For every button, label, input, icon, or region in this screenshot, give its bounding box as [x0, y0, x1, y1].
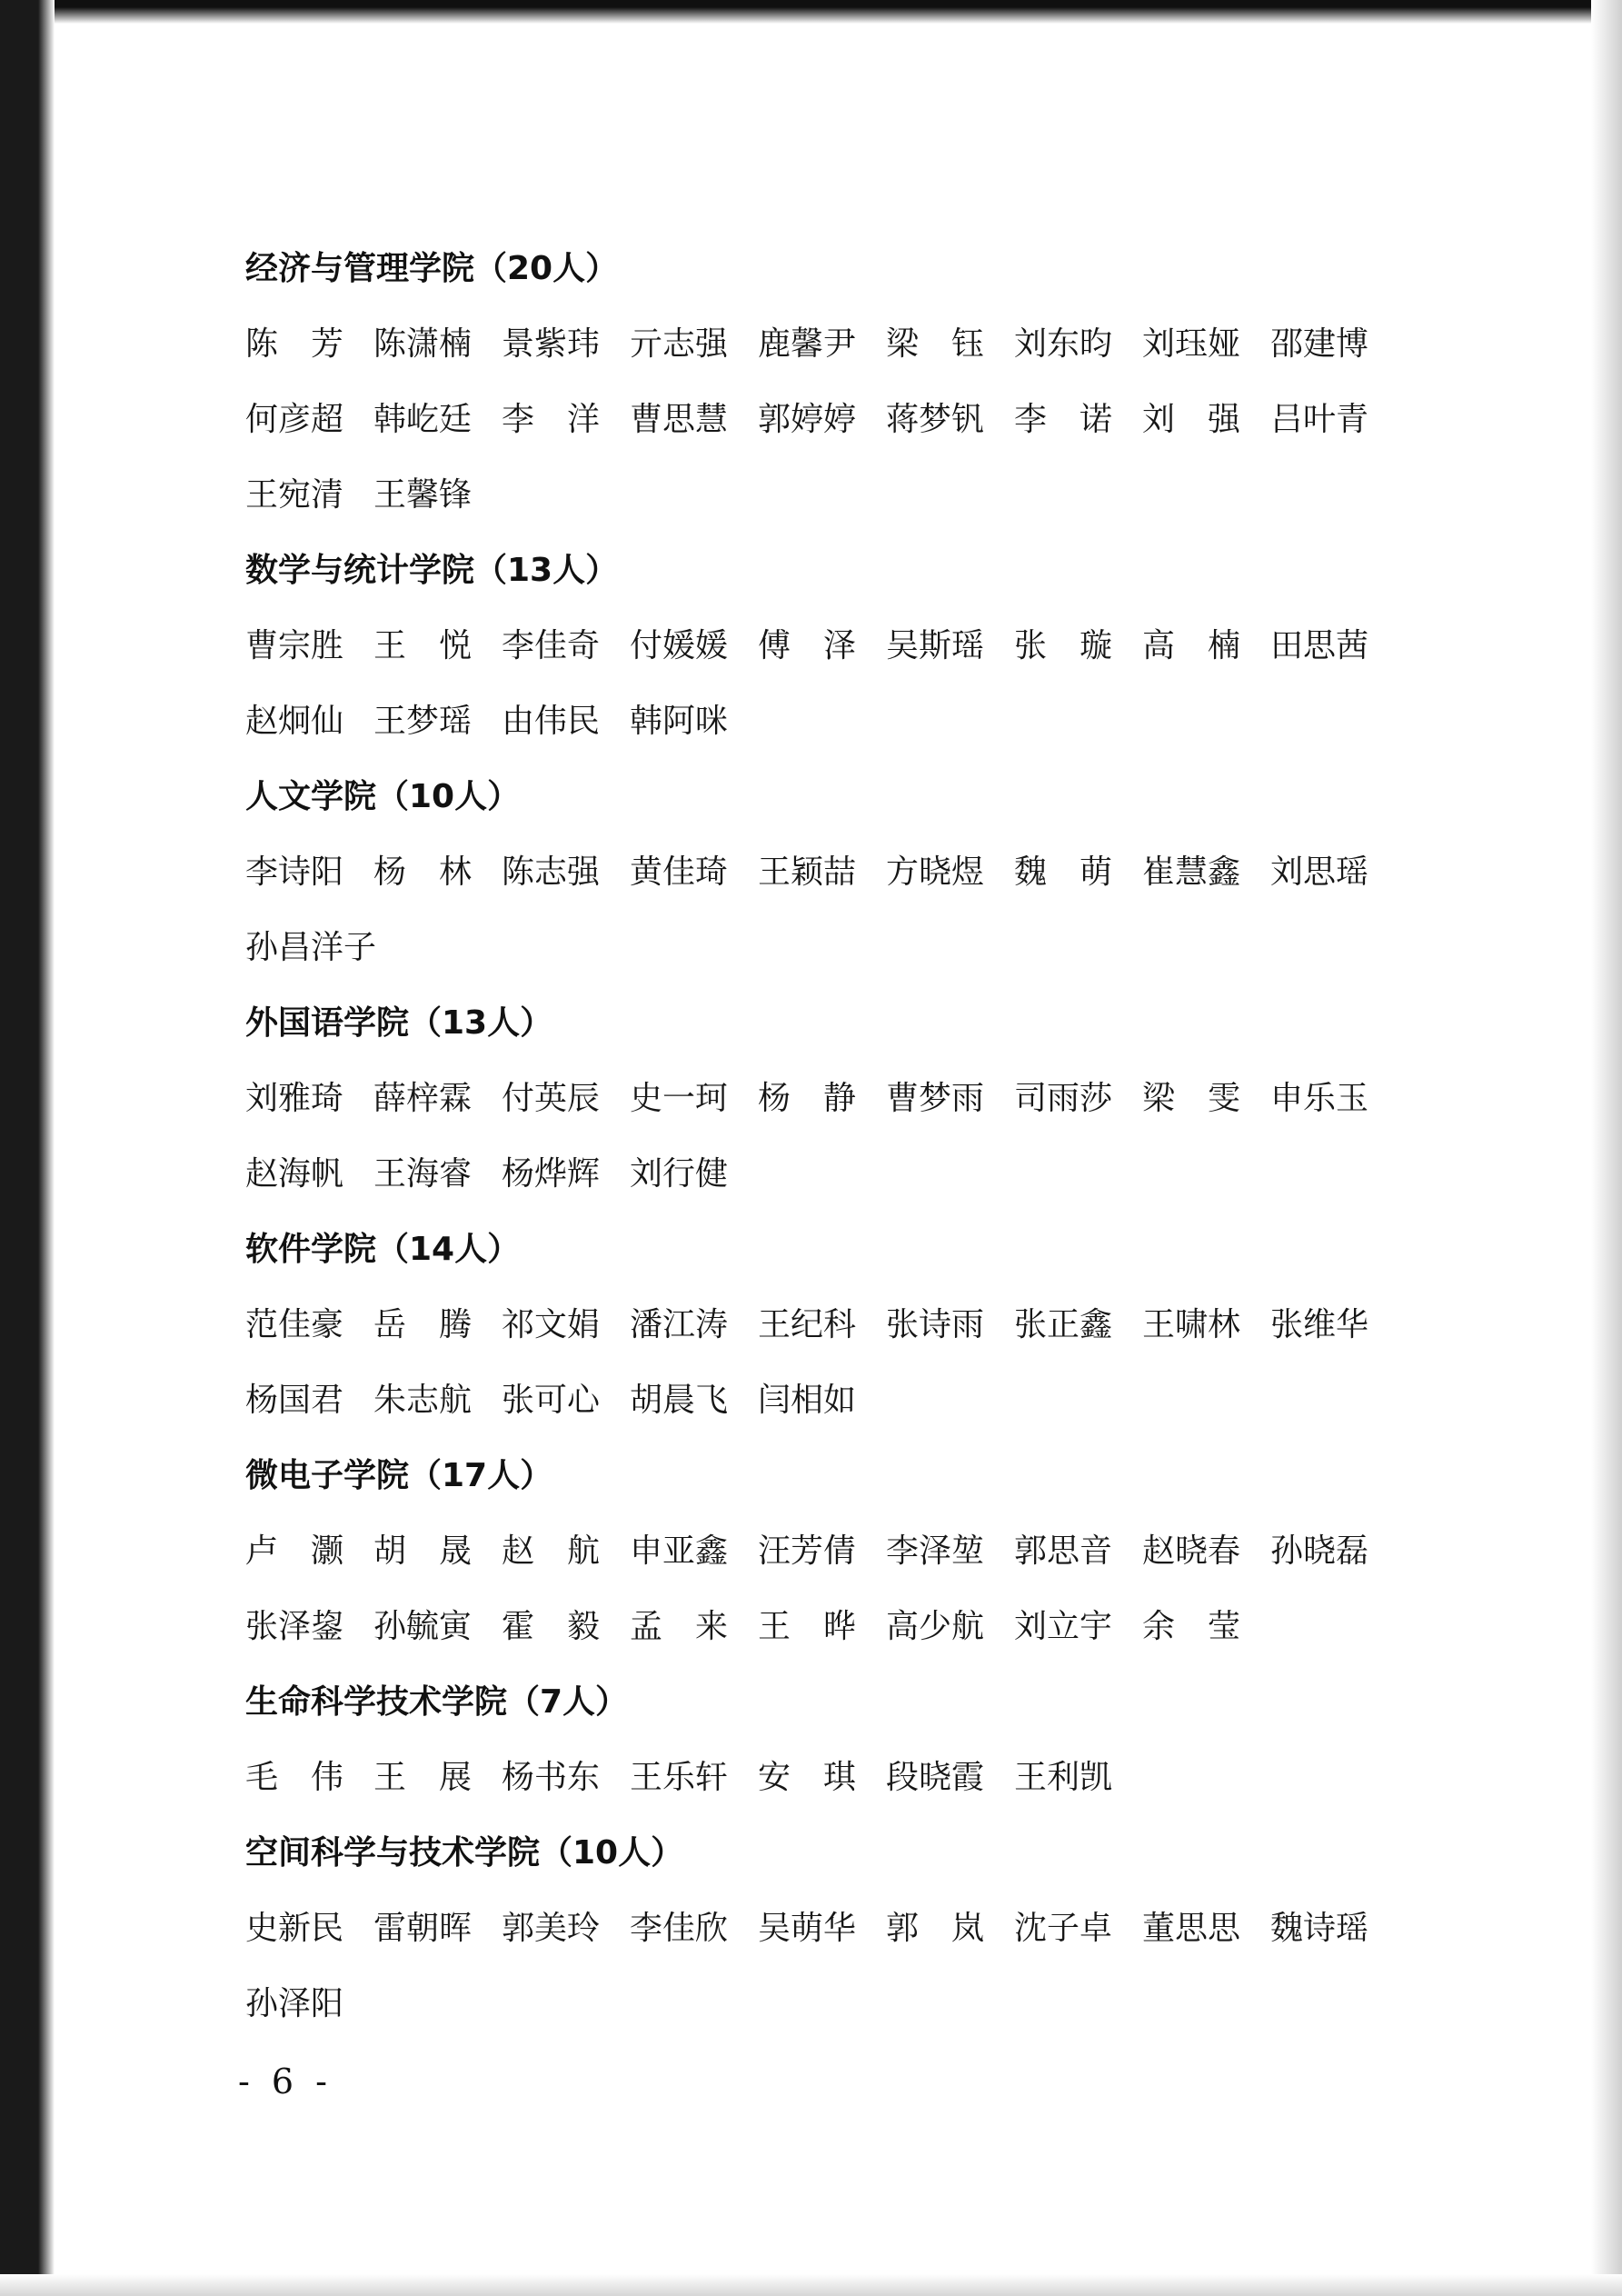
person-name: 韩阿咪: [630, 703, 729, 740]
name-row: [245, 1153, 1427, 1228]
person-name: 付媛媛: [630, 627, 729, 664]
person-name: 杨烨辉: [502, 1155, 601, 1193]
person-name: 祁文娟: [502, 1306, 601, 1343]
person-name: 陈潇楠: [373, 325, 473, 363]
person-name: 毛 伟: [245, 1759, 344, 1796]
person-name: 刘东昀: [1014, 325, 1113, 363]
person-name: 霍 毅: [502, 1608, 601, 1645]
name-row: [245, 926, 1427, 1002]
person-name: 张正鑫: [1014, 1306, 1113, 1343]
department-section: [245, 1454, 1427, 1681]
name-row: [245, 1605, 1427, 1681]
person-name: 杨 静: [758, 1080, 857, 1117]
person-name: 李 洋: [502, 401, 601, 438]
person-name: 张 璇: [1014, 627, 1113, 664]
person-name: 雷朝晖: [373, 1910, 473, 1947]
person-name: 申亚鑫: [630, 1532, 729, 1570]
person-name: 由伟民: [502, 703, 601, 740]
page-number: - 6 -: [238, 2061, 333, 2101]
department-section: [245, 1228, 1427, 1454]
person-name: 鹿馨尹: [758, 325, 857, 363]
person-name: 赵炯仙: [245, 703, 344, 740]
person-name: 孙晓磊: [1270, 1532, 1369, 1570]
person-name: 曹宗胜: [245, 627, 344, 664]
department-section: [245, 1832, 1427, 2058]
person-name: 余 莹: [1142, 1608, 1241, 1645]
department-header: 空间科学与技术学院（10人）: [245, 1834, 684, 1872]
person-name: 申乐玉: [1270, 1080, 1369, 1117]
department-section: [245, 1681, 1427, 1832]
person-name: 卢 灏: [245, 1532, 344, 1570]
person-name: 范佳豪: [245, 1306, 344, 1343]
person-name: 王海睿: [373, 1155, 473, 1193]
name-list-document: [245, 247, 1427, 2058]
person-name: 王 展: [373, 1759, 473, 1796]
person-name: 段晓霞: [886, 1759, 985, 1796]
person-name: 刘立宇: [1014, 1608, 1113, 1645]
person-name: 魏 萌: [1014, 854, 1113, 891]
person-name: 李 诺: [1014, 401, 1113, 438]
department-header: 生命科学技术学院（7人）: [245, 1683, 629, 1721]
person-name: 刘思瑶: [1270, 854, 1369, 891]
name-row: [245, 851, 1427, 926]
department-section: [245, 775, 1427, 1002]
person-name: 郭婷婷: [758, 401, 857, 438]
person-name: 付英辰: [502, 1080, 601, 1117]
name-row: [245, 1530, 1427, 1605]
person-name: 梁 钰: [886, 325, 985, 363]
person-name: 杨 林: [373, 854, 473, 891]
person-name: 朱志航: [373, 1382, 473, 1419]
name-row: [245, 1982, 1427, 2058]
person-name: 安 琪: [758, 1759, 857, 1796]
scan-border-right: [1591, 0, 1622, 2296]
person-name: 赵海帆: [245, 1155, 344, 1193]
person-name: 王 晔: [758, 1608, 857, 1645]
name-row: [245, 1756, 1427, 1832]
person-name: 方晓煜: [886, 854, 985, 891]
department-header: 数学与统计学院（13人）: [245, 552, 619, 589]
name-row: [245, 323, 1427, 398]
person-name: 陈志强: [502, 854, 601, 891]
person-name: 赵晓春: [1142, 1532, 1241, 1570]
department-section: [245, 247, 1427, 549]
person-name: 魏诗瑶: [1270, 1910, 1369, 1947]
person-name: 薛梓霖: [373, 1080, 473, 1117]
person-name: 张维华: [1270, 1306, 1369, 1343]
person-name: 孙毓寅: [373, 1608, 473, 1645]
person-name: 董思思: [1142, 1910, 1241, 1947]
scan-border-left: [0, 0, 55, 2296]
person-name: 胡 晟: [373, 1532, 473, 1570]
person-name: 杨书东: [502, 1759, 601, 1796]
person-name: 张诗雨: [886, 1306, 985, 1343]
name-row: [245, 624, 1427, 700]
person-name: 黄佳琦: [630, 854, 729, 891]
person-name: 李佳奇: [502, 627, 601, 664]
name-row: [245, 1077, 1427, 1153]
name-row: [245, 474, 1427, 549]
department-header: 人文学院（10人）: [245, 778, 521, 815]
person-name: 蒋梦钒: [886, 401, 985, 438]
name-row: [245, 700, 1427, 775]
person-name: 汪芳倩: [758, 1532, 857, 1570]
person-name: 刘行健: [630, 1155, 729, 1193]
person-name: 郭思音: [1014, 1532, 1113, 1570]
person-name: 孙昌洋子: [245, 929, 377, 966]
person-name: 张泽鋆: [245, 1608, 344, 1645]
person-name: 高 楠: [1142, 627, 1241, 664]
person-name: 王梦瑶: [373, 703, 473, 740]
person-name: 刘 强: [1142, 401, 1241, 438]
person-name: 赵 航: [502, 1532, 601, 1570]
person-name: 傅 泽: [758, 627, 857, 664]
scan-border-top: [0, 0, 1622, 24]
department-header: 外国语学院（13人）: [245, 1004, 553, 1042]
person-name: 李诗阳: [245, 854, 344, 891]
department-header: 经济与管理学院（20人）: [245, 250, 619, 287]
person-name: 王 悦: [373, 627, 473, 664]
person-name: 韩屹廷: [373, 401, 473, 438]
department-header: 微电子学院（17人）: [245, 1457, 553, 1494]
person-name: 张可心: [502, 1382, 601, 1419]
person-name: 曹梦雨: [886, 1080, 985, 1117]
person-name: 邵建博: [1270, 325, 1369, 363]
person-name: 王啸林: [1142, 1306, 1241, 1343]
person-name: 吕叶青: [1270, 401, 1369, 438]
person-name: 王颖喆: [758, 854, 857, 891]
person-name: 王利凯: [1014, 1759, 1113, 1796]
person-name: 史新民: [245, 1910, 344, 1947]
person-name: 吴斯瑶: [886, 627, 985, 664]
name-row: [245, 1907, 1427, 1982]
person-name: 景紫玮: [502, 325, 601, 363]
person-name: 郭美玲: [502, 1910, 601, 1947]
person-name: 高少航: [886, 1608, 985, 1645]
name-row: [245, 1379, 1427, 1454]
person-name: 闫相如: [758, 1382, 857, 1419]
person-name: 王乐轩: [630, 1759, 729, 1796]
person-name: 王馨锋: [373, 476, 473, 514]
person-name: 李佳欣: [630, 1910, 729, 1947]
department-section: [245, 1002, 1427, 1228]
person-name: 陈 芳: [245, 325, 344, 363]
person-name: 岳 腾: [373, 1306, 473, 1343]
person-name: 梁 雯: [1142, 1080, 1241, 1117]
person-name: 潘江涛: [630, 1306, 729, 1343]
scan-border-bottom: [0, 2274, 1622, 2296]
department-section: [245, 549, 1427, 775]
person-name: 田思茜: [1270, 627, 1369, 664]
person-name: 孟 来: [630, 1608, 729, 1645]
person-name: 李泽堃: [886, 1532, 985, 1570]
person-name: 史一珂: [630, 1080, 729, 1117]
person-name: 崔慧鑫: [1142, 854, 1241, 891]
person-name: 孙泽阳: [245, 1985, 344, 2022]
name-row: [245, 1303, 1427, 1379]
person-name: 刘雅琦: [245, 1080, 344, 1117]
person-name: 胡晨飞: [630, 1382, 729, 1419]
person-name: 王宛清: [245, 476, 344, 514]
person-name: 郭 岚: [886, 1910, 985, 1947]
person-name: 何彦超: [245, 401, 344, 438]
person-name: 沈子卓: [1014, 1910, 1113, 1947]
person-name: 杨国君: [245, 1382, 344, 1419]
person-name: 曹思慧: [630, 401, 729, 438]
department-header: 软件学院（14人）: [245, 1231, 521, 1268]
name-row: [245, 398, 1427, 474]
person-name: 亓志强: [630, 325, 729, 363]
person-name: 王纪科: [758, 1306, 857, 1343]
person-name: 司雨莎: [1014, 1080, 1113, 1117]
person-name: 刘珏娅: [1142, 325, 1241, 363]
person-name: 吴萌华: [758, 1910, 857, 1947]
